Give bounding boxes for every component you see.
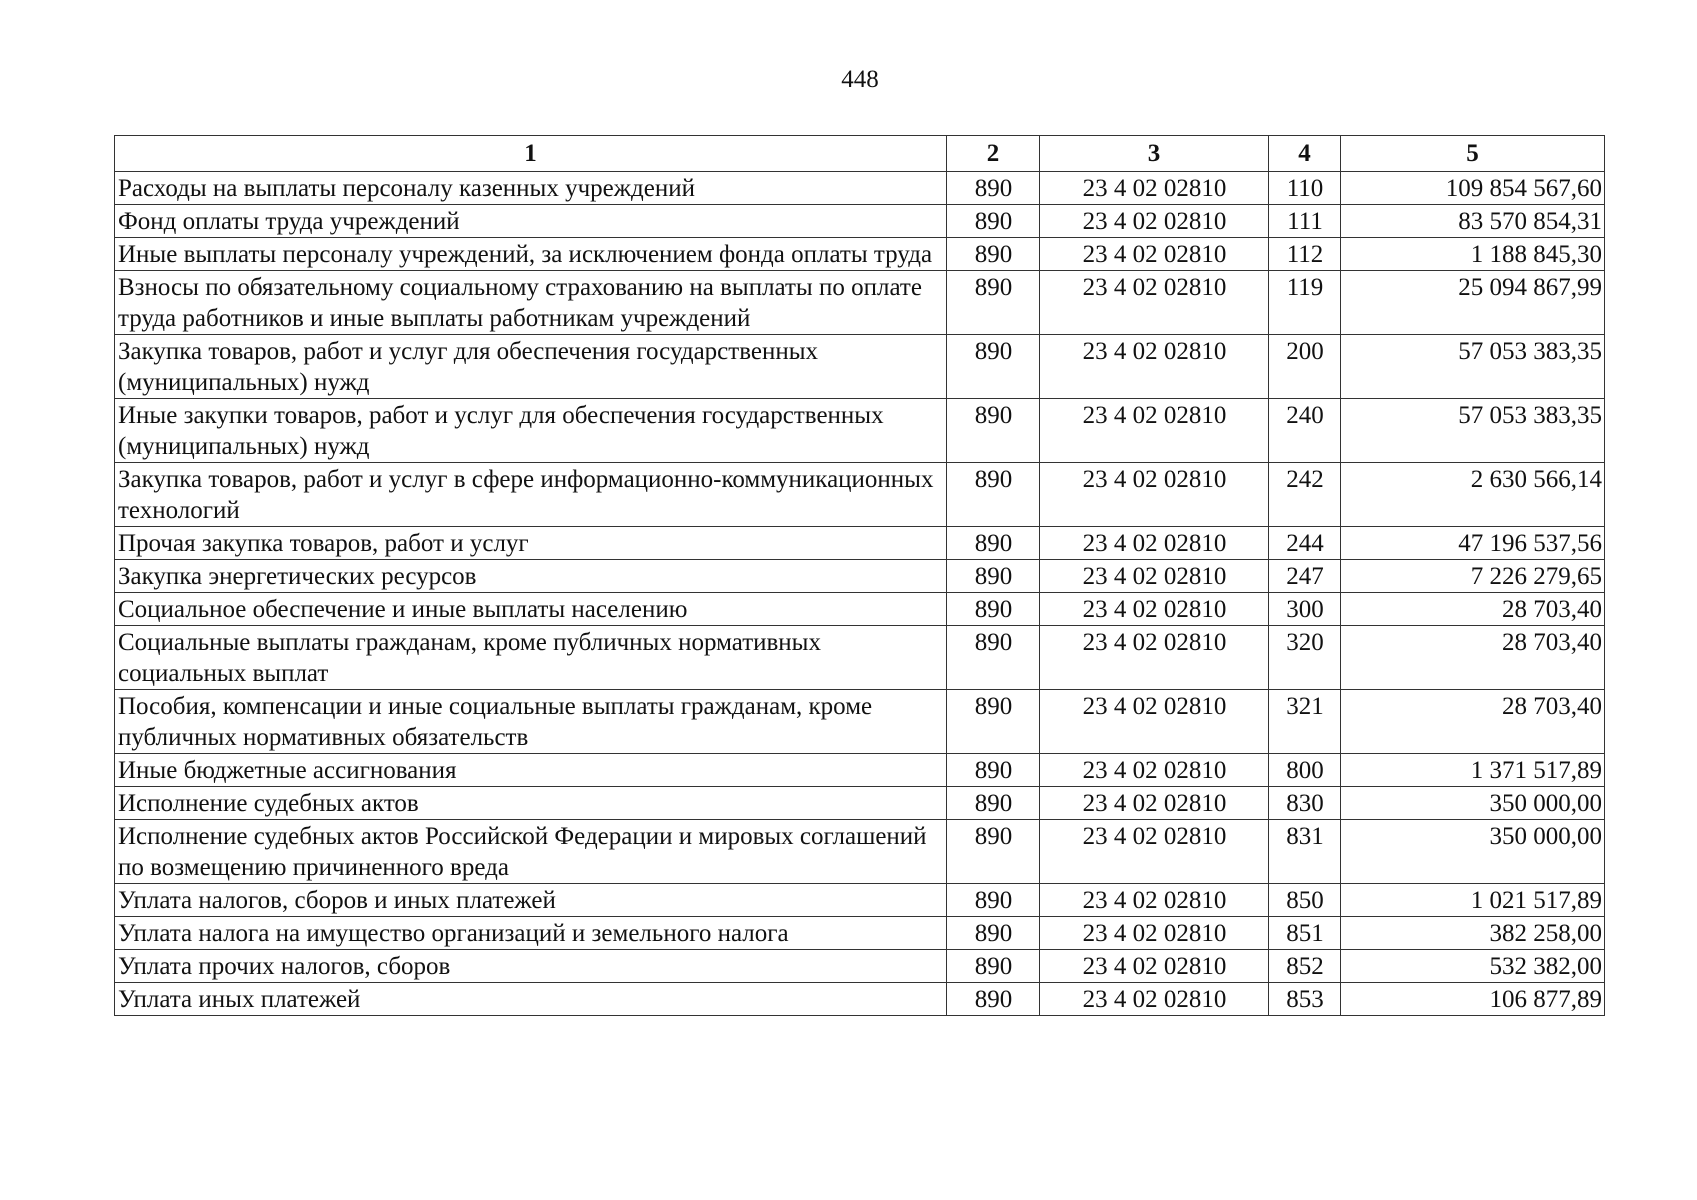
table-row	[115, 787, 1605, 820]
row-csr-cell: 23 4 02 02810	[1040, 626, 1269, 690]
row-csr-cell: 23 4 02 02810	[1040, 238, 1269, 271]
row-grbs-cell: 890	[947, 754, 1040, 787]
row-csr-cell: 23 4 02 02810	[1040, 884, 1269, 917]
table-row	[115, 271, 1605, 335]
row-grbs-cell: 890	[947, 560, 1040, 593]
row-name-cell: Фонд оплаты труда учреждений	[115, 205, 947, 238]
row-grbs-cell: 890	[947, 335, 1040, 399]
row-sum-cell: 28 703,40	[1341, 690, 1605, 754]
row-vr-cell: 244	[1269, 527, 1341, 560]
table-row	[115, 690, 1605, 754]
row-grbs-cell: 890	[947, 238, 1040, 271]
row-name-cell: Уплата налогов, сборов и иных платежей	[115, 884, 947, 917]
row-vr-cell: 320	[1269, 626, 1341, 690]
row-sum-cell: 47 196 537,56	[1341, 527, 1605, 560]
column-header-5: 5	[1341, 136, 1605, 172]
row-csr-cell: 23 4 02 02810	[1040, 463, 1269, 527]
table-row	[115, 754, 1605, 787]
row-vr-cell: 110	[1269, 172, 1341, 205]
row-sum-cell: 28 703,40	[1341, 593, 1605, 626]
row-sum-cell: 28 703,40	[1341, 626, 1605, 690]
row-vr-cell: 112	[1269, 238, 1341, 271]
row-name-cell: Прочая закупка товаров, работ и услуг	[115, 527, 947, 560]
row-grbs-cell: 890	[947, 527, 1040, 560]
row-grbs-cell: 890	[947, 950, 1040, 983]
row-name-cell: Уплата прочих налогов, сборов	[115, 950, 947, 983]
page-number: 448	[841, 66, 879, 93]
row-name-cell: Уплата налога на имущество организаций и земельного налога	[115, 917, 947, 950]
row-sum-cell: 57 053 383,35	[1341, 399, 1605, 463]
row-sum-cell: 106 877,89	[1341, 983, 1605, 1016]
row-csr-cell: 23 4 02 02810	[1040, 950, 1269, 983]
row-sum-cell: 1 188 845,30	[1341, 238, 1605, 271]
row-name-cell: Закупка товаров, работ и услуг в сфере информационно-коммуникационных технологий	[115, 463, 947, 527]
row-grbs-cell: 890	[947, 271, 1040, 335]
table-row	[115, 238, 1605, 271]
column-header-3: 3	[1040, 136, 1269, 172]
row-csr-cell: 23 4 02 02810	[1040, 917, 1269, 950]
row-name-cell: Закупка энергетических ресурсов	[115, 560, 947, 593]
row-vr-cell: 831	[1269, 820, 1341, 884]
table-header-row	[115, 136, 1605, 172]
row-csr-cell: 23 4 02 02810	[1040, 335, 1269, 399]
table-row	[115, 560, 1605, 593]
table-row	[115, 983, 1605, 1016]
row-name-cell: Исполнение судебных актов Российской Федерации и мировых соглашений по возмещению причиненного вреда	[115, 820, 947, 884]
row-vr-cell: 200	[1269, 335, 1341, 399]
row-vr-cell: 830	[1269, 787, 1341, 820]
row-sum-cell: 25 094 867,99	[1341, 271, 1605, 335]
row-grbs-cell: 890	[947, 593, 1040, 626]
column-header-2: 2	[947, 136, 1040, 172]
row-grbs-cell: 890	[947, 172, 1040, 205]
row-csr-cell: 23 4 02 02810	[1040, 820, 1269, 884]
row-csr-cell: 23 4 02 02810	[1040, 754, 1269, 787]
table-row	[115, 884, 1605, 917]
row-vr-cell: 247	[1269, 560, 1341, 593]
column-header-1: 1	[115, 136, 947, 172]
row-csr-cell: 23 4 02 02810	[1040, 399, 1269, 463]
row-sum-cell: 109 854 567,60	[1341, 172, 1605, 205]
row-sum-cell: 57 053 383,35	[1341, 335, 1605, 399]
table-row	[115, 463, 1605, 527]
row-csr-cell: 23 4 02 02810	[1040, 560, 1269, 593]
row-name-cell: Иные закупки товаров, работ и услуг для обеспечения государственных (муниципальных) нужд	[115, 399, 947, 463]
table-row	[115, 820, 1605, 884]
row-vr-cell: 851	[1269, 917, 1341, 950]
column-header-4: 4	[1269, 136, 1341, 172]
row-name-cell: Иные выплаты персоналу учреждений, за исключением фонда оплаты труда	[115, 238, 947, 271]
row-grbs-cell: 890	[947, 463, 1040, 527]
row-csr-cell: 23 4 02 02810	[1040, 983, 1269, 1016]
row-sum-cell: 1 021 517,89	[1341, 884, 1605, 917]
row-vr-cell: 300	[1269, 593, 1341, 626]
row-sum-cell: 83 570 854,31	[1341, 205, 1605, 238]
row-vr-cell: 242	[1269, 463, 1341, 527]
row-csr-cell: 23 4 02 02810	[1040, 205, 1269, 238]
row-sum-cell: 350 000,00	[1341, 787, 1605, 820]
row-csr-cell: 23 4 02 02810	[1040, 271, 1269, 335]
row-name-cell: Взносы по обязательному социальному страхованию на выплаты по оплате труда работников и иные выплаты работникам учреждений	[115, 271, 947, 335]
row-vr-cell: 321	[1269, 690, 1341, 754]
table-row	[115, 205, 1605, 238]
row-name-cell: Расходы на выплаты персоналу казенных учреждений	[115, 172, 947, 205]
row-name-cell: Уплата иных платежей	[115, 983, 947, 1016]
table-row	[115, 335, 1605, 399]
table-row	[115, 527, 1605, 560]
row-vr-cell: 800	[1269, 754, 1341, 787]
row-name-cell: Социальные выплаты гражданам, кроме публичных нормативных социальных выплат	[115, 626, 947, 690]
row-grbs-cell: 890	[947, 820, 1040, 884]
table-row	[115, 917, 1605, 950]
row-csr-cell: 23 4 02 02810	[1040, 593, 1269, 626]
row-grbs-cell: 890	[947, 787, 1040, 820]
table-row	[115, 593, 1605, 626]
row-name-cell: Пособия, компенсации и иные социальные выплаты гражданам, кроме публичных нормативных обязательств	[115, 690, 947, 754]
row-name-cell: Исполнение судебных актов	[115, 787, 947, 820]
row-name-cell: Закупка товаров, работ и услуг для обеспечения государственных (муниципальных) нужд	[115, 335, 947, 399]
row-vr-cell: 853	[1269, 983, 1341, 1016]
row-grbs-cell: 890	[947, 626, 1040, 690]
row-sum-cell: 1 371 517,89	[1341, 754, 1605, 787]
row-vr-cell: 111	[1269, 205, 1341, 238]
row-grbs-cell: 890	[947, 399, 1040, 463]
table-row	[115, 172, 1605, 205]
row-csr-cell: 23 4 02 02810	[1040, 527, 1269, 560]
row-sum-cell: 382 258,00	[1341, 917, 1605, 950]
row-vr-cell: 240	[1269, 399, 1341, 463]
table-row	[115, 626, 1605, 690]
row-name-cell: Социальное обеспечение и иные выплаты населению	[115, 593, 947, 626]
table-row	[115, 399, 1605, 463]
row-sum-cell: 2 630 566,14	[1341, 463, 1605, 527]
table-row	[115, 950, 1605, 983]
row-csr-cell: 23 4 02 02810	[1040, 172, 1269, 205]
row-sum-cell: 532 382,00	[1341, 950, 1605, 983]
row-grbs-cell: 890	[947, 205, 1040, 238]
row-grbs-cell: 890	[947, 690, 1040, 754]
budget-table	[114, 135, 1605, 1016]
row-csr-cell: 23 4 02 02810	[1040, 787, 1269, 820]
row-grbs-cell: 890	[947, 884, 1040, 917]
row-grbs-cell: 890	[947, 983, 1040, 1016]
row-name-cell: Иные бюджетные ассигнования	[115, 754, 947, 787]
row-vr-cell: 850	[1269, 884, 1341, 917]
row-vr-cell: 119	[1269, 271, 1341, 335]
row-sum-cell: 350 000,00	[1341, 820, 1605, 884]
row-vr-cell: 852	[1269, 950, 1341, 983]
row-grbs-cell: 890	[947, 917, 1040, 950]
row-csr-cell: 23 4 02 02810	[1040, 690, 1269, 754]
row-sum-cell: 7 226 279,65	[1341, 560, 1605, 593]
